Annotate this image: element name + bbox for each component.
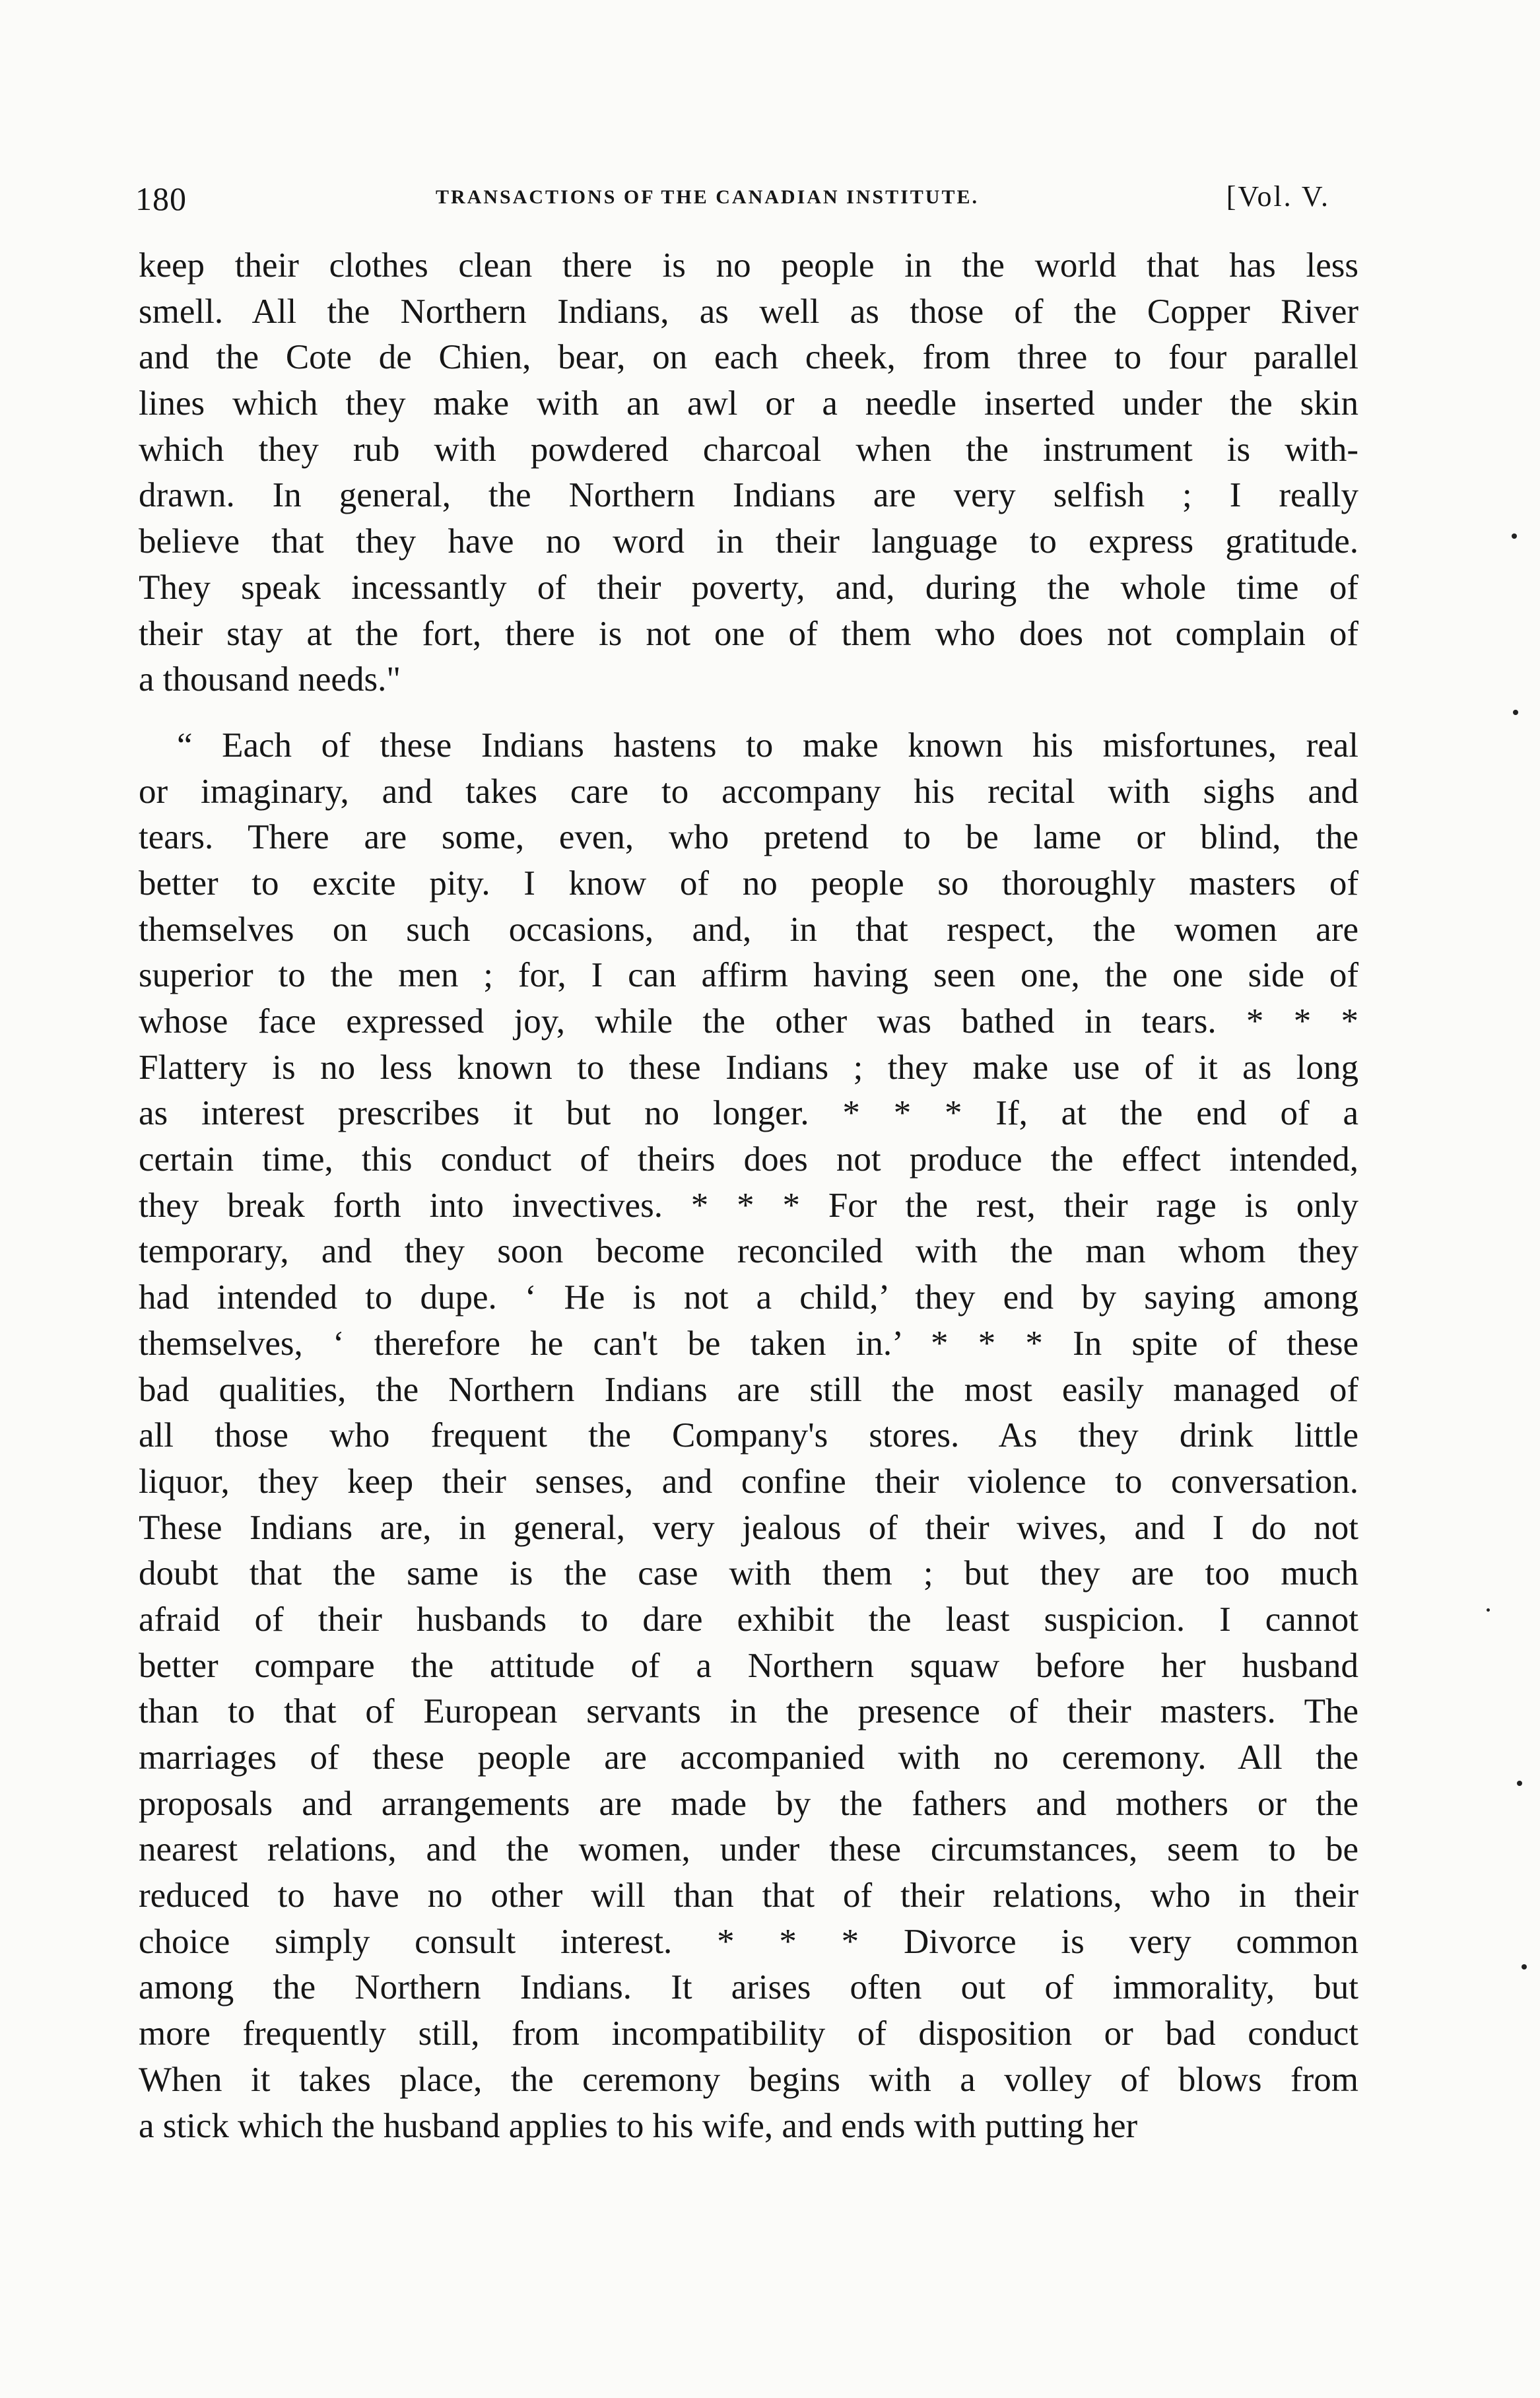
text-line: They speak incessantly of their poverty, and, during the whole time of [139, 568, 1358, 607]
text-line: which they rub with powdered charcoal when the instrument is with- [139, 430, 1358, 469]
text-line: all those who frequent the Company's stores. As they drink little [139, 1416, 1358, 1455]
scan-speck [1487, 1608, 1490, 1612]
paragraph [139, 723, 1358, 2149]
text-line: a thousand needs." [139, 660, 401, 699]
text-line: they break forth into invectives. * * * For the rest, their rage is only [139, 1186, 1358, 1225]
text-line: superior to the men ; for, I can affirm having seen one, the one side of [139, 956, 1358, 995]
scan-speck [1512, 533, 1517, 539]
text-line: afraid of their husbands to dare exhibit the least suspicion. I cannot [139, 1600, 1358, 1639]
text-line: proposals and arrangements are made by the fathers and mothers or the [139, 1784, 1358, 1823]
paragraph [139, 243, 1358, 703]
text-line: temporary, and they soon become reconciled with the man whom they [139, 1232, 1358, 1271]
text-line: better to excite pity. I know of no people so thoroughly masters of [139, 864, 1358, 903]
text-line: certain time, this conduct of theirs does not produce the effect intended, [139, 1140, 1358, 1179]
text-line: better compare the attitude of a Northern squaw before her husband [139, 1646, 1358, 1685]
text-line: whose face expressed joy, while the other was bathed in tears. * * * [139, 1002, 1358, 1041]
text-line: “ Each of these Indians hastens to make known his misfortunes, real [177, 726, 1358, 765]
text-line: bad qualities, the Northern Indians are still the most easily managed of [139, 1370, 1358, 1409]
body-text [139, 243, 1358, 2149]
text-line: marriages of these people are accompanied with no ceremony. All the [139, 1738, 1358, 1777]
text-line: than to that of European servants in the presence of their masters. The [139, 1692, 1358, 1731]
text-line: reduced to have no other will than that of their relations, who in their [139, 1876, 1358, 1915]
text-line: and the Cote de Chien, bear, on each cheek, from three to four parallel [139, 338, 1358, 377]
text-line: drawn. In general, the Northern Indians are very selfish ; I really [139, 476, 1358, 515]
text-line: tears. There are some, even, who pretend to be lame or blind, the [139, 818, 1358, 857]
text-line: liquor, they keep their senses, and confine their violence to conversation. [139, 1462, 1358, 1501]
text-line: or imaginary, and takes care to accompany his recital with sighs and [139, 772, 1358, 811]
text-line: as interest prescribes it but no longer. * * * If, at the end of a [139, 1094, 1358, 1133]
text-line: nearest relations, and the women, under these circumstances, seem to be [139, 1830, 1358, 1869]
text-line: These Indians are, in general, very jealous of their wives, and I do not [139, 1508, 1358, 1547]
text-line: lines which they make with an awl or a needle inserted under the skin [139, 384, 1358, 423]
text-line: doubt that the same is the case with them ; but they are too much [139, 1554, 1358, 1593]
text-line: their stay at the fort, there is not one of them who does not complain of [139, 614, 1358, 653]
text-line: had intended to dupe. ‘ He is not a child,’ they end by saying among [139, 1278, 1358, 1317]
text-line: keep their clothes clean there is no people in the world that has less [139, 246, 1358, 285]
page-number: 180 [135, 180, 187, 217]
paragraph-gap [139, 703, 1358, 723]
text-line: more frequently still, from incompatibility of disposition or bad conduct [139, 2014, 1358, 2053]
text-line: When it takes place, the ceremony begins with a volley of blows from [139, 2060, 1358, 2099]
text-line: believe that they have no word in their language to express gratitude. [139, 522, 1358, 561]
text-line: a stick which the husband applies to his wife, and ends with putting her [139, 2106, 1138, 2145]
text-line: themselves, ‘ therefore he can't be taken in.’ * * * In spite of these [139, 1324, 1358, 1363]
text-line: choice simply consult interest. * * * Divorce is very common [139, 1922, 1358, 1961]
journal-title: TRANSACTIONS OF THE CANADIAN INSTITUTE. [436, 186, 979, 208]
text-line: smell. All the Northern Indians, as well as those of the Copper River [139, 292, 1358, 331]
text-line: Flattery is no less known to these Indians ; they make use of it as long [139, 1048, 1358, 1087]
running-head [135, 180, 1333, 219]
scan-speck [1513, 710, 1518, 715]
scan-speck [1522, 1964, 1527, 1970]
text-line: themselves on such occasions, and, in that respect, the women are [139, 910, 1358, 949]
volume-label: [Vol. V. [1226, 180, 1330, 213]
scan-speck [1517, 1781, 1522, 1786]
text-line: among the Northern Indians. It arises often out of immorality, but [139, 1968, 1358, 2007]
